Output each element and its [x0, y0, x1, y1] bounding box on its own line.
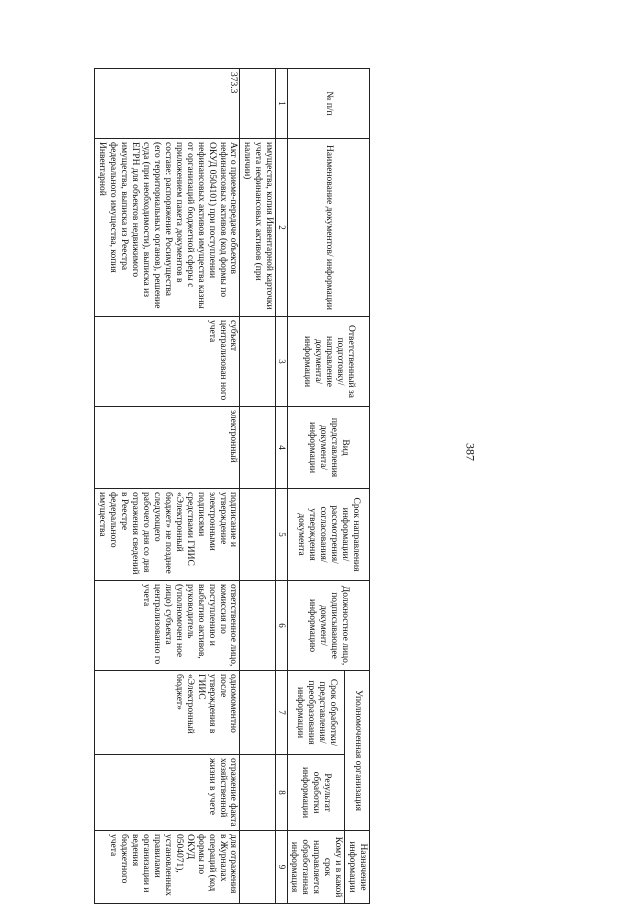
- column-number: 1: [276, 69, 287, 139]
- column-number: 2: [276, 139, 287, 317]
- column-number: 9: [276, 831, 287, 904]
- header-recipient: Кому и в какой срок направляется обработанная информация: [287, 831, 345, 904]
- cell-processing-result: [240, 755, 276, 831]
- cell-form-type: электронный: [95, 407, 240, 489]
- cell-responsible: субъект централизован ного учета: [95, 317, 240, 407]
- cell-number: [240, 69, 276, 139]
- cell-signing-official: ответственное лицо, комиссия по поступлению и выбытию активов, руководитель (уполномочен ное лицо) субъекта централизованно го учета: [95, 581, 240, 671]
- header-number: № п/п: [287, 69, 369, 139]
- cell-deadline: подписание и утверждение электронными подписями средствами ГИИС «Электронный бюджет» не позднее следующего рабочего дня со дня отражения сведений в Реестре федерального имущества: [95, 489, 240, 581]
- header-group-authorized-org: Уполномоченная организация: [345, 671, 370, 831]
- cell-signing-official: [240, 581, 276, 671]
- header-form-type: Вид представления документа/ информации: [287, 407, 369, 489]
- column-number: 8: [276, 755, 287, 831]
- header-processing-time: Срок обработки/ представления/ преобразования информации: [287, 671, 345, 755]
- page-number: 387: [463, 443, 478, 461]
- header-processing-result: Результат обработки информации: [287, 755, 345, 831]
- document-table: [94, 68, 370, 904]
- cell-document-name: имущества, копия Инвентарной карточки учета нефинансовых активов (при наличии): [240, 139, 276, 317]
- column-number: 4: [276, 407, 287, 489]
- header-group-purpose: Назначение информации: [345, 831, 370, 904]
- column-number: 5: [276, 489, 287, 581]
- header-responsible: Ответственный за подготовку/ направление документа/ информации: [287, 317, 369, 407]
- cell-deadline: [240, 489, 276, 581]
- header-document-name: Наименование документов/ информации: [287, 139, 369, 317]
- cell-recipient: для отражения в Журналах операций (код формы по ОКУД 0504071), установленных правилами организации и ведения бюджетного учета: [95, 831, 240, 904]
- cell-document-name: Акт о приеме-передаче объектов нефинансовых активов (код формы по ОКУД 0504101) при поступлении нефинансовых активов имущества казны от организаций бюджетной сферы с приложением пакета документов в составе: распоряжение Росимущества (его территориальных органов), решение суда (при необходимости), выписка из ЕГРН для объектов недвижимого имущества, выписка из Реестра федерального имущества, копия Инвентарной: [95, 139, 240, 317]
- rotated-table-page: [50, 68, 370, 903]
- column-number: 6: [276, 581, 287, 671]
- table-row: [240, 69, 276, 904]
- header-deadline: Срок направления информации/ рассмотрения/ согласования/ утверждения документа: [287, 489, 369, 581]
- cell-number: 373.3: [95, 69, 240, 139]
- header-signing-official: Должностное лицо, подписывающее документ/ информацию: [287, 581, 369, 671]
- column-number: 3: [276, 317, 287, 407]
- cell-processing-time: [240, 671, 276, 755]
- cell-processing-result: отражение факта хозяйственной жизни в учете: [95, 755, 240, 831]
- cell-processing-time: одномоментно после утверждения в ГИИС «Электронный бюджет»: [95, 671, 240, 755]
- column-number: 7: [276, 671, 287, 755]
- cell-recipient: [240, 831, 276, 904]
- table-row: [95, 69, 240, 904]
- cell-responsible: [240, 317, 276, 407]
- cell-form-type: [240, 407, 276, 489]
